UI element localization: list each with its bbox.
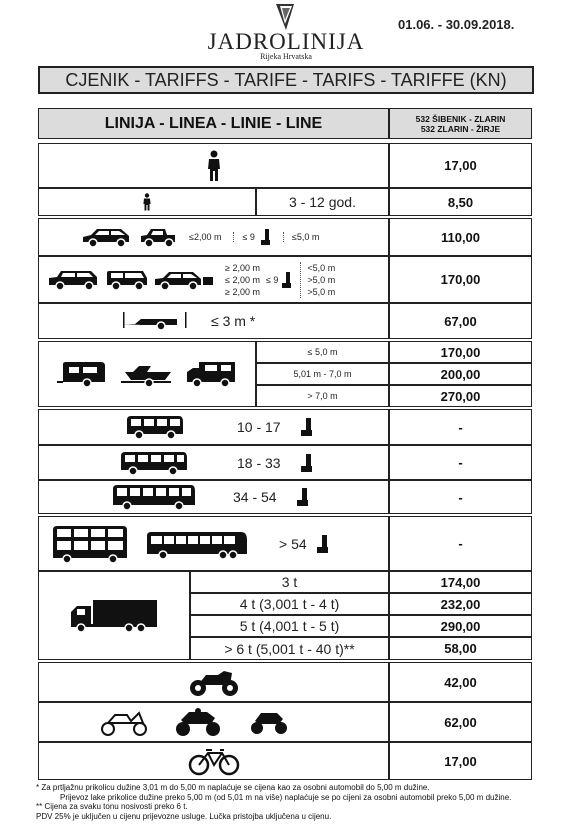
car-length-label: ≤5,0 m	[283, 232, 319, 242]
line-header: LINIJA - LINEA - LINIE - LINE	[38, 108, 389, 139]
child-age-label: 3 - 12 god.	[256, 188, 389, 216]
truck-price-3: 290,00	[389, 615, 532, 637]
seat-icon	[295, 487, 309, 507]
suv-icon	[47, 269, 101, 291]
large-car-height-3: ≥ 2,00 m	[225, 286, 260, 297]
route-header	[389, 108, 532, 139]
logo-text: JADROLINIJA	[207, 29, 365, 54]
large-car-length-3: >5,0 m	[307, 286, 336, 297]
quad-cell	[38, 702, 389, 742]
bus-price: -	[389, 480, 532, 514]
minibus-icon	[125, 414, 185, 440]
car-cell	[38, 218, 389, 256]
double-decker-bus-icon	[51, 524, 129, 564]
large-car-seats-label: ≤ 9	[265, 274, 279, 285]
boat-trailer-icon	[119, 360, 177, 388]
caravan-price-3: 270,00	[389, 385, 532, 407]
seat-icon	[280, 271, 292, 289]
large-car-price: 170,00	[389, 256, 532, 303]
caravan-length-3: > 7,0 m	[256, 385, 389, 407]
bus-icon	[111, 483, 197, 511]
large-bus-cell	[38, 516, 389, 571]
quad-price: 62,00	[389, 702, 532, 742]
seat-icon	[315, 534, 329, 554]
caravan-price-1: 170,00	[389, 341, 532, 363]
bicycle-icon	[188, 746, 240, 776]
car-with-trailer-icon	[153, 269, 215, 291]
footnotes	[36, 783, 536, 821]
route-line-2: 532 ZLARIN - ŽIRJE	[420, 123, 501, 134]
van-icon	[105, 269, 149, 291]
caravan-cell	[38, 341, 256, 407]
truck-price-2: 232,00	[389, 593, 532, 615]
truck-tonnage-1: 3 t	[190, 571, 389, 593]
seat-icon	[259, 228, 271, 246]
large-car-cell	[38, 256, 389, 303]
large-bus-price: -	[389, 516, 532, 571]
midibus-seats-label: 18 - 33	[237, 454, 281, 471]
bicycle-cell	[38, 742, 389, 780]
caravan-length-1: ≤ 5,0 m	[256, 341, 389, 363]
small-quad-icon	[249, 707, 289, 737]
seat-icon	[299, 417, 313, 437]
minibus-cell	[38, 409, 389, 445]
route-line-1: 532 ŠIBENIK - ZLARIN	[415, 113, 506, 124]
logo-subtitle: Rijeka Hrvatska	[260, 52, 312, 61]
trailer-icon	[121, 310, 189, 332]
footnote-1: * Za prtljažnu prikolicu dužine 3,01 m do 5,00 m naplaćuje se cijena kao za osobni automobil do 5,00 m dužine.	[36, 783, 430, 792]
truck-tonnage-4: > 6 t (5,001 t - 40 t)**	[190, 637, 389, 660]
bicycle-price: 17,00	[389, 742, 532, 780]
logo-sail-icon	[272, 2, 298, 32]
midibus-icon	[119, 450, 189, 476]
bus-cell	[38, 480, 389, 514]
large-car-height-2: ≤ 2,00 m	[225, 274, 260, 285]
trailer-cell	[38, 303, 389, 339]
scooter-icon	[99, 707, 149, 737]
car-height-label: ≤2,00 m	[189, 232, 222, 242]
large-car-length-2: >5,0 m	[307, 274, 336, 285]
date-range: 01.06. - 30.09.2018.	[398, 17, 515, 32]
large-car-height-group	[225, 262, 260, 298]
adult-price: 17,00	[389, 143, 532, 188]
motorcycle-cell	[38, 662, 389, 702]
coach-bus-icon	[145, 528, 249, 560]
quad-bike-icon	[173, 706, 223, 738]
child-icon-cell	[38, 188, 256, 216]
seat-icon	[299, 453, 313, 473]
adult-person-icon	[206, 150, 222, 182]
large-car-length-group	[300, 262, 335, 298]
minibus-seats-label: 10 - 17	[237, 419, 281, 435]
truck-price-4: 58,00	[389, 637, 532, 660]
page-title: CJENIK - TARIFFS - TARIFE - TARIFS - TARIFFE (KN)	[38, 66, 534, 94]
car-seats-label: ≤ 9	[233, 232, 254, 242]
midibus-cell	[38, 445, 389, 480]
bus-seats-label: 34 - 54	[233, 489, 277, 505]
car-icon	[81, 226, 133, 248]
midibus-price: -	[389, 445, 532, 480]
motorcycle-icon	[188, 667, 240, 697]
camper-icon	[185, 360, 237, 388]
caravan-price-2: 200,00	[389, 363, 532, 385]
truck-tonnage-3: 5 t (4,001 t - 5 t)	[190, 615, 389, 637]
child-person-icon	[142, 193, 152, 211]
large-car-length-1: <5,0 m	[307, 262, 336, 273]
child-price: 8,50	[389, 188, 532, 216]
truck-tonnage-2: 4 t (3,001 t - 4 t)	[190, 593, 389, 615]
truck-icon	[69, 598, 159, 634]
large-bus-seats-label: > 54	[279, 535, 307, 552]
minibus-price: -	[389, 409, 532, 445]
footnote-2: Prijevoz lake prikolice dužine preko 5,00 m (od 5,01 m na više) naplaćuje se po cijeni za osobni automobil preko 5,00 m dužine.	[60, 792, 512, 802]
large-car-height-1: ≥ 2,00 m	[225, 262, 260, 273]
truck-cell	[38, 571, 190, 660]
caravan-icon	[57, 360, 109, 388]
footnote-3: ** Cijena za svaku tonu nosivosti preko 6 t.	[36, 802, 188, 811]
adult-cell	[38, 143, 389, 188]
trailer-price: 67,00	[389, 303, 532, 339]
footnote-4: PDV 25% je uključen u cijenu prijevozne usluge. Lučka pristojba uključena u cijenu.	[36, 811, 332, 821]
caravan-length-2: 5,01 m - 7,0 m	[256, 363, 389, 385]
car-price: 110,00	[389, 218, 532, 256]
trailer-length-label: ≤ 3 m *	[211, 313, 256, 329]
motorcycle-price: 42,00	[389, 662, 532, 702]
truck-price-1: 174,00	[389, 571, 532, 593]
jeep-icon	[139, 226, 179, 248]
